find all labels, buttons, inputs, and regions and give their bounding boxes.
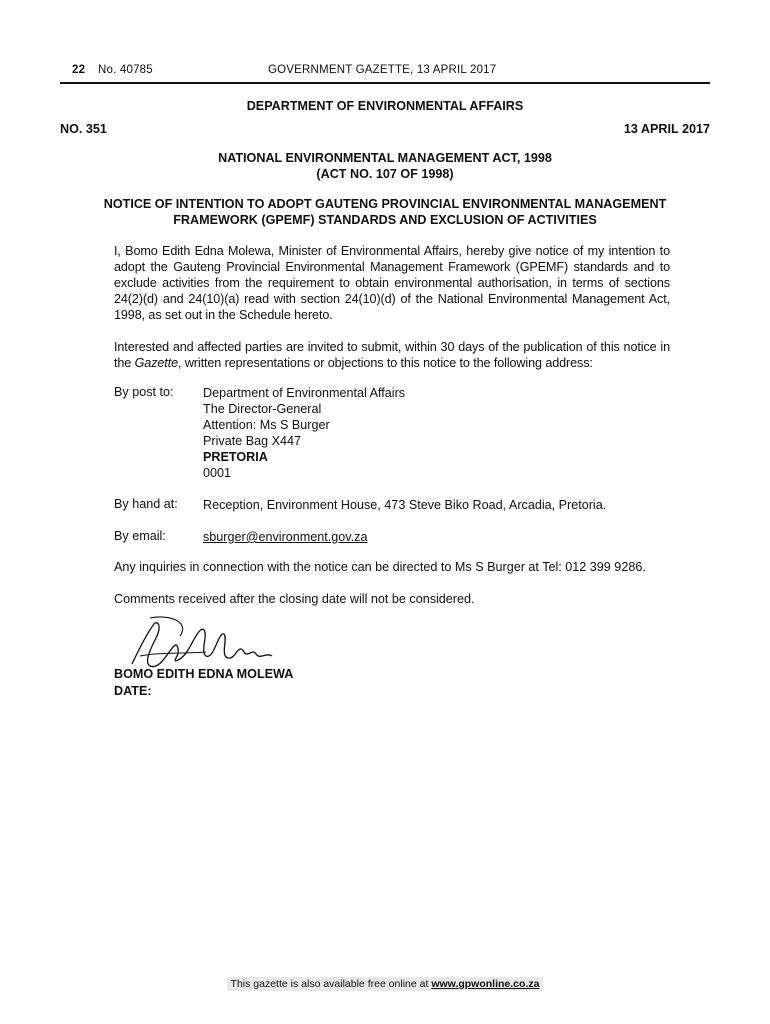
act-title-line2: (ACT NO. 107 OF 1998) [316,167,454,181]
by-email-label: By email: [114,529,166,543]
page-number: 22 [72,64,86,76]
gazette-italic: Gazette [134,356,179,370]
footer-text: This gazette is also available free online at [230,978,432,990]
hand-delivery-address: Reception, Environment House, 473 Steve Biko Road, Arcadia, Pretoria. [203,498,607,512]
notice-date: 13 APRIL 2017 [623,122,710,136]
notice-title-line1: NOTICE OF INTENTION TO ADOPT GAUTENG PROVINCIAL ENVIRONMENTAL MANAGEMENT [103,197,667,211]
address-line: 0001 [203,466,232,480]
running-title: GOVERNMENT GAZETTE, 13 APRIL 2017 [268,64,497,76]
address-line: The Director-General [203,402,322,416]
footer-banner [227,977,543,991]
act-title-line1: NATIONAL ENVIRONMENTAL MANAGEMENT ACT, 1998 [218,151,552,165]
email-link[interactable]: sburger@environment.gov.za [203,530,368,544]
invitation-text-start: Interested and affected parties are invited to submit, within 30 days of the publication of this notice in the [114,340,670,370]
address-line: PRETORIA [203,450,268,464]
header-rule [60,82,710,84]
date-label: DATE: [114,684,152,698]
postal-address [203,385,405,481]
address-line: Private Bag X447 [203,434,302,448]
inquiries-text: Any inquiries in connection with the notice can be directed to Ms S Burger at Tel: 012 399 9286. [114,560,646,574]
address-line: Department of Environmental Affairs [203,386,406,400]
department-heading: DEPARTMENT OF ENVIRONMENTAL AFFAIRS [246,99,524,113]
by-hand-label: By hand at: [114,497,178,511]
signatory-name: BOMO EDITH EDNA MOLEWA [114,667,294,681]
footer-url-link[interactable]: www.gpwonline.co.za [431,978,540,990]
intro-paragraph: I, Bomo Edith Edna Molewa, Minister of Environmental Affairs, hereby give notice of my intention to adopt the Gauteng Provincial Environmental Management Framework (GPEMF) standards and to exclude activities from the requirement to obtain environmental authorisation, in terms of sections 24(2)(d) and 24(10)(a) read with section 24(10)(d) of the National Environmental Management Act, 1998, as set out in the Schedule hereto. [114,244,670,322]
invitation-text-end: , written representations or objections to this notice to the following address: [178,356,593,370]
act-title [0,150,770,182]
invitation-paragraph [114,339,670,371]
notice-title-line2: FRAMEWORK (GPEMF) STANDARDS AND EXCLUSION OF ACTIVITIES [173,213,597,227]
notice-number: NO. 351 [60,122,107,136]
closing-note: Comments received after the closing date will not be considered. [114,592,475,606]
issue-number: No. 40785 [98,64,153,76]
notice-title [0,196,770,228]
by-post-label: By post to: [114,385,174,399]
address-line: Attention: Ms S Burger [203,418,330,432]
